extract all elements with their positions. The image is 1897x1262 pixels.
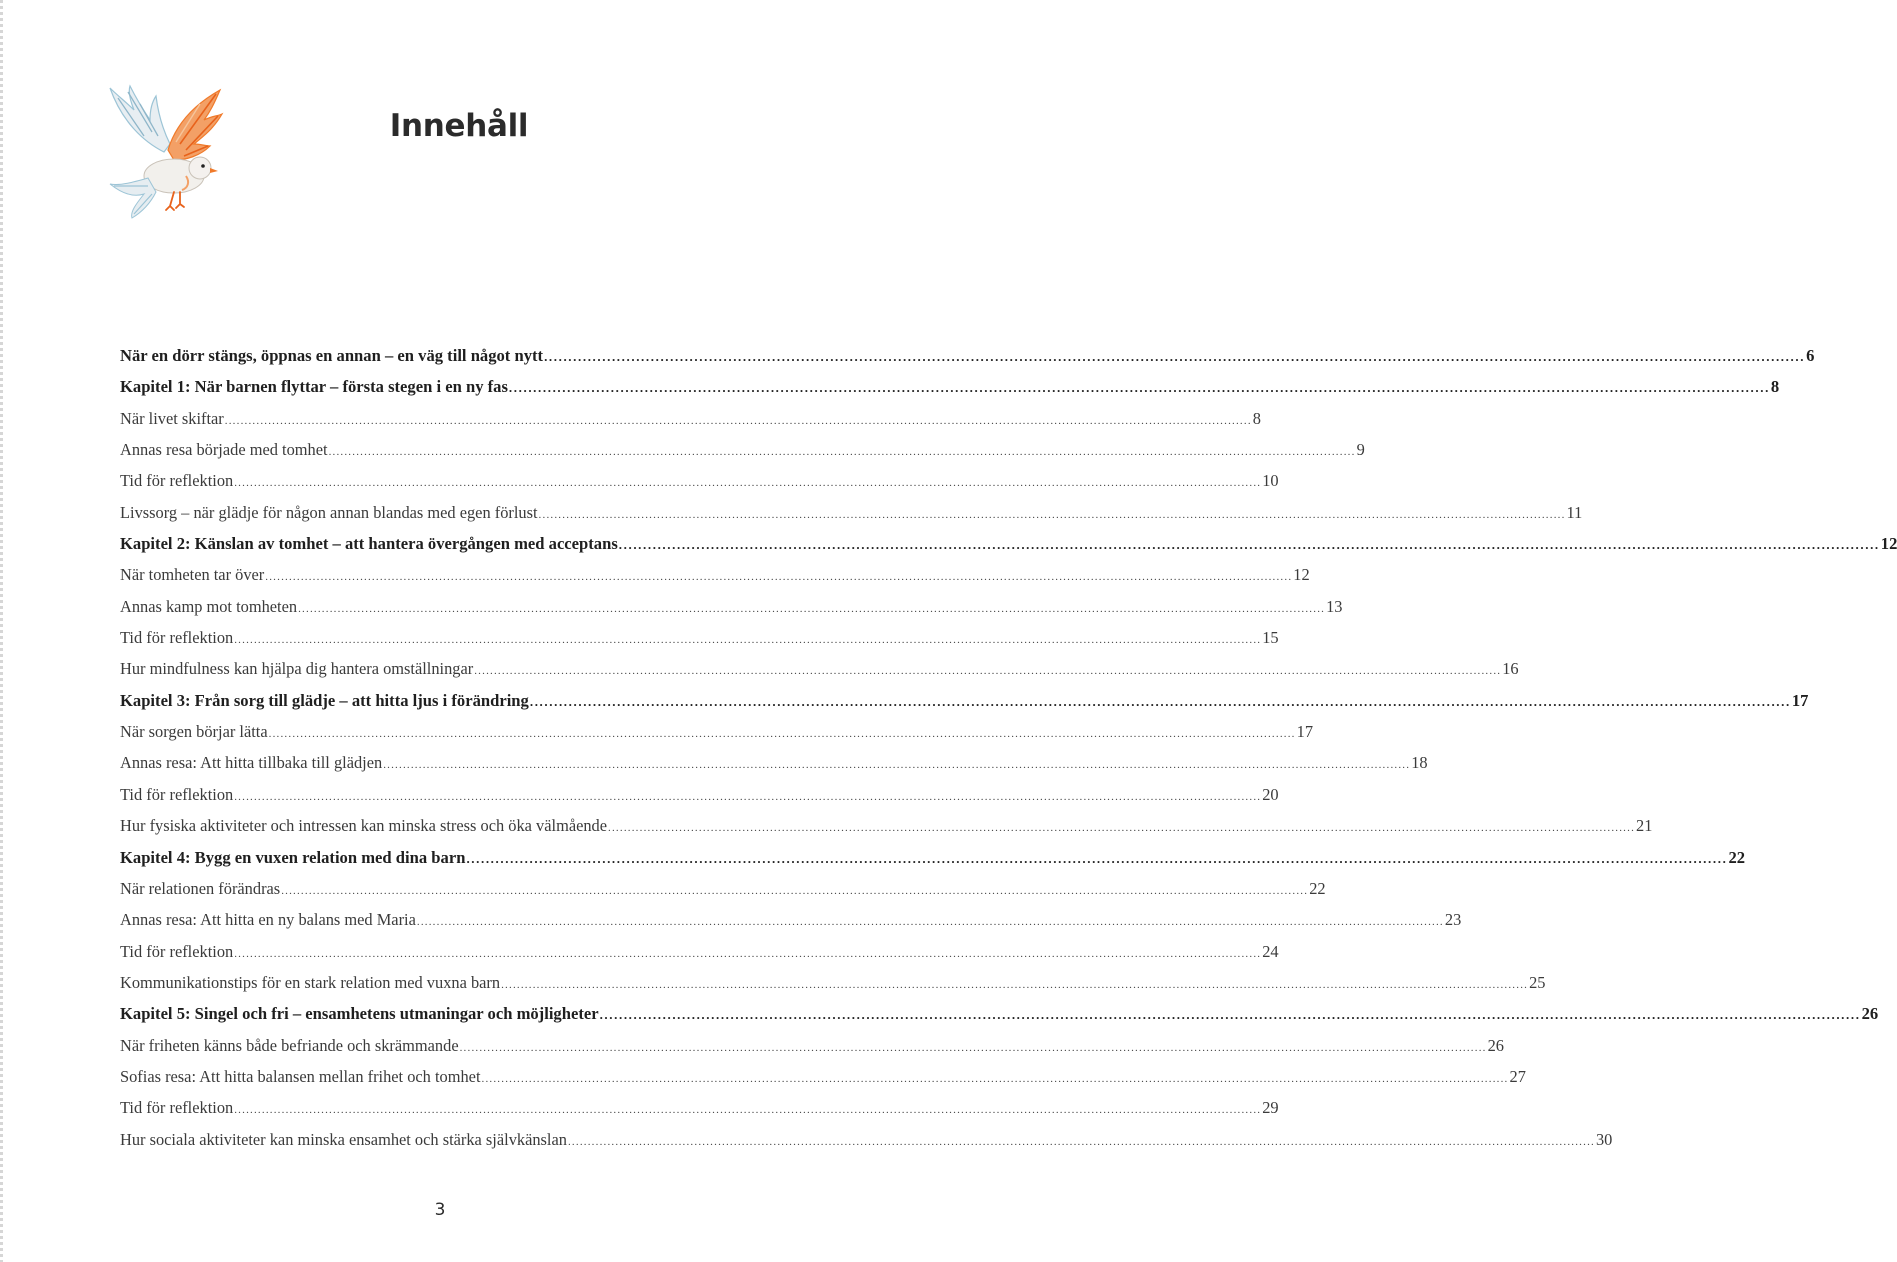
page-number: 3: [434, 1200, 446, 1220]
page-edge: [0, 0, 3, 1262]
toc-entry-label: Hur mindfulness kan hjälpa dig hantera omställningar: [120, 659, 474, 679]
toc-section-entry: [120, 967, 1546, 998]
toc-dot-leader: ....................................................................................................................................................................................................................................................................: [501, 978, 1529, 991]
toc-dot-leader: ....................................................................................................................................................................................................................................................................: [538, 508, 1566, 521]
toc-dot-leader: ....................................................................................................................................................................................................................................................................: [224, 414, 1252, 427]
toc-entry-label: När relationen förändras: [120, 878, 281, 898]
toc-entry-page: 22: [1728, 847, 1746, 867]
toc-entry-page: 13: [1326, 596, 1343, 616]
toc-entry-page: 8: [1252, 408, 1261, 428]
toc-chapter-entry: [120, 371, 1780, 402]
toc-section-entry: [120, 1092, 1279, 1123]
toc-entry-label: Annas resa: Att hitta en ny balans med Maria: [120, 910, 416, 930]
toc-entry-page: 15: [1262, 628, 1279, 648]
toc-entry-label: Tid för reflektion: [120, 628, 234, 648]
toc-section-entry: [120, 403, 1261, 434]
toc-entry-label: När tomheten tar över: [120, 565, 265, 585]
toc-dot-leader: ....................................................................................................................................................................................................................................................................: [608, 822, 1636, 835]
toc-entry-page: 10: [1262, 471, 1279, 491]
toc-chapter-entry: [120, 528, 1897, 559]
toc-entry-page: 24: [1262, 941, 1279, 961]
toc-entry-label: Kapitel 3: Från sorg till glädje – att hitta ljus i förändring: [120, 690, 529, 710]
toc-section-entry: [120, 591, 1343, 622]
toc-entry-page: 26: [1861, 1004, 1879, 1024]
toc-entry-page: 11: [1566, 502, 1583, 522]
toc-entry-page: 12: [1293, 565, 1310, 585]
toc-entry-page: 23: [1444, 910, 1462, 930]
toc-chapter-entry: [120, 685, 1809, 716]
toc-dot-leader: ....................................................................................................................................................................................................................................................................: [466, 850, 1728, 866]
toc-dot-leader: ....................................................................................................................................................................................................................................................................: [265, 571, 1293, 584]
toc-dot-leader: ....................................................................................................................................................................................................................................................................: [383, 759, 1411, 772]
toc-entry-label: När friheten känns både befriande och skrämmande: [120, 1035, 459, 1055]
toc-dot-leader: ....................................................................................................................................................................................................................................................................: [234, 634, 1262, 647]
toc-entry-page: 18: [1411, 753, 1428, 773]
toc-entry-label: Annas kamp mot tomheten: [120, 596, 298, 616]
toc-entry-label: Annas resa: Att hitta tillbaka till glädjen: [120, 753, 383, 773]
toc-chapter-entry: [120, 842, 1746, 873]
toc-section-entry: [120, 622, 1279, 653]
toc-section-entry: [120, 559, 1310, 590]
toc-dot-leader: ....................................................................................................................................................................................................................................................................: [268, 728, 1296, 741]
toc-section-entry: [120, 465, 1279, 496]
toc-entry-label: Tid för reflektion: [120, 941, 234, 961]
toc-entry-label: Kapitel 5: Singel och fri – ensamhetens utmaningar och möjligheter: [120, 1004, 599, 1024]
toc-entry-label: När sorgen börjar lätta: [120, 722, 268, 742]
toc-entry-label: Kapitel 1: När barnen flyttar – första stegen i en ny fas: [120, 377, 508, 397]
toc-section-entry: [120, 810, 1653, 841]
page-title: Innehåll: [389, 108, 529, 144]
toc-section-entry: [120, 747, 1428, 778]
toc-entry-label: När en dörr stängs, öppnas en annan – en väg till något nytt: [120, 346, 544, 365]
toc-entry-page: 12: [1880, 534, 1897, 554]
toc-section-entry: [120, 779, 1279, 810]
toc-entry-page: 9: [1356, 440, 1365, 460]
toc-entry-label: Annas resa började med tomhet: [120, 440, 328, 460]
toc-section-entry: [120, 1030, 1504, 1061]
toc-entry-label: Livssorg – när glädje för någon annan blandas med egen förlust: [120, 502, 538, 522]
toc-dot-leader: ....................................................................................................................................................................................................................................................................: [281, 884, 1309, 897]
toc-dot-leader: ....................................................................................................................................................................................................................................................................: [298, 602, 1326, 615]
toc-dot-leader: ....................................................................................................................................................................................................................................................................: [234, 1104, 1262, 1117]
toc-entry-label: När livet skiftar: [120, 408, 224, 428]
toc-section-entry: [120, 716, 1314, 747]
toc-dot-leader: ....................................................................................................................................................................................................................................................................: [416, 916, 1444, 929]
toc-entry-page: 8: [1770, 377, 1780, 397]
toc-entry-page: 16: [1502, 659, 1519, 679]
toc-entry-label: Kommunikationstips för en stark relation med vuxna barn: [120, 972, 501, 992]
toc-entry-page: 20: [1262, 784, 1279, 804]
toc-dot-leader: ....................................................................................................................................................................................................................................................................: [234, 790, 1262, 803]
toc-section-entry: [120, 1061, 1526, 1092]
toc-dot-leader: ....................................................................................................................................................................................................................................................................: [508, 380, 1770, 396]
toc-section-entry: [120, 904, 1462, 935]
bird-illustration-icon: [104, 82, 228, 226]
toc-entry-label: Hur sociala aktiviteter kan minska ensamhet och stärka självkänslan: [120, 1129, 567, 1149]
toc-dot-leader: ....................................................................................................................................................................................................................................................................: [234, 477, 1262, 490]
toc-section-entry: [120, 653, 1519, 684]
toc-entry-label: Tid för reflektion: [120, 784, 234, 804]
toc-entry-label: Hur fysiska aktiviteter och intressen kan minska stress och öka välmående: [120, 816, 608, 836]
toc-entry-page: 25: [1529, 972, 1546, 992]
toc-dot-leader: ....................................................................................................................................................................................................................................................................: [474, 665, 1502, 678]
toc-dot-leader: ....................................................................................................................................................................................................................................................................: [459, 1041, 1487, 1054]
toc-entry-label: Sofias resa: Att hitta balansen mellan frihet och tomhet: [120, 1066, 481, 1086]
toc-entry-page: 29: [1262, 1098, 1279, 1118]
toc-dot-leader: ....................................................................................................................................................................................................................................................................: [234, 947, 1262, 960]
toc-entry-page: 27: [1509, 1066, 1526, 1086]
toc-chapter-entry: [120, 340, 1815, 371]
toc-entry-page: 17: [1296, 722, 1314, 742]
toc-entry-label: Kapitel 2: Känslan av tomhet – att hantera övergången med acceptans: [120, 534, 618, 554]
toc-chapter-entry: [120, 998, 1879, 1029]
toc-entry-page: 21: [1636, 816, 1653, 836]
toc-entry-label: Tid för reflektion: [120, 471, 234, 491]
toc-dot-leader: ....................................................................................................................................................................................................................................................................: [618, 537, 1880, 553]
toc-entry-page: 26: [1487, 1035, 1504, 1055]
toc-dot-leader: ....................................................................................................................................................................................................................................................................: [544, 349, 1806, 364]
toc-entry-page: 30: [1595, 1129, 1613, 1149]
table-of-contents: [120, 340, 1897, 1155]
toc-dot-leader: ....................................................................................................................................................................................................................................................................: [529, 693, 1791, 709]
toc-dot-leader: ....................................................................................................................................................................................................................................................................: [481, 1072, 1509, 1085]
toc-entry-label: Tid för reflektion: [120, 1098, 234, 1118]
toc-section-entry: [120, 873, 1326, 904]
toc-entry-page: 6: [1806, 346, 1815, 365]
toc-section-entry: [120, 936, 1279, 967]
toc-dot-leader: ....................................................................................................................................................................................................................................................................: [567, 1135, 1595, 1148]
toc-dot-leader: ....................................................................................................................................................................................................................................................................: [599, 1007, 1861, 1023]
toc-entry-label: Kapitel 4: Bygg en vuxen relation med dina barn: [120, 847, 466, 867]
toc-section-entry: [120, 434, 1365, 465]
toc-entry-page: 22: [1309, 878, 1326, 898]
toc-section-entry: [120, 1124, 1613, 1155]
toc-dot-leader: ....................................................................................................................................................................................................................................................................: [328, 446, 1356, 459]
toc-entry-page: 17: [1791, 690, 1809, 710]
toc-section-entry: [120, 497, 1583, 528]
